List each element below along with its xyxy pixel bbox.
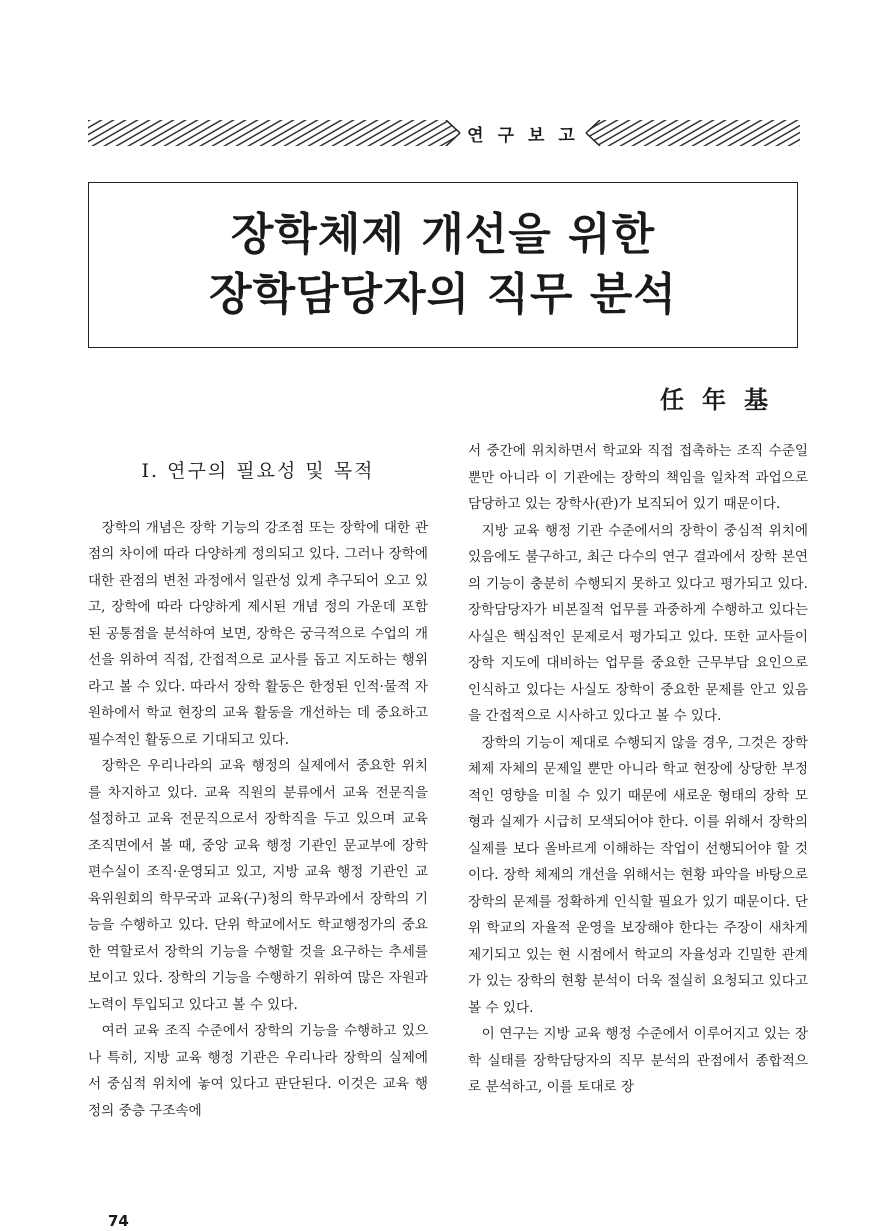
title-box	[88, 182, 798, 348]
banner-hatching	[88, 120, 800, 146]
paragraph: 장학의 개념은 장학 기능의 강조점 또는 장학에 대한 관점의 차이에 따라 다양하게 정의되고 있다. 그러나 장학에 대한 관점의 변천 과정에서 일관성 있게 추구되어 오고 있고, 장학에 따라 다양하게 제시된 개념 정의 가운데 포함된 공통점을 분석하여 보면, 장학은 궁극적으로 수업의 개선을 위하여 직접, 간접적으로 교사를 돕고 지도하는 행위라고 볼 수 있다. 따라서 장학 활동은 한정된 인적·물적 자원하에서 학교 현장의 교육 활동을 개선하는 데 중요하고 필수적인 활동으로 기대되고 있다.	[88, 519, 428, 748]
title-line-2: 장학담당자의 직무 분석	[209, 269, 677, 320]
left-column	[88, 438, 428, 1124]
paragraph: 장학은 우리나라의 교육 행정의 실제에서 중요한 위치를 차지하고 있다. 교육 직원의 분류에서 교육 전문직을 설정하고 교육 전문직으로서 장학직을 두고 있으며 교육 조직면에서 볼 때, 중앙 교육 행정 기관인 문교부에 장학편수실이 조직·운영되고 있고, 지방 교육 행정 기관인 교육위원회의 학무국과 교육(구)청의 학무과에서 장학의 기능을 수행하고 있다. 단위 학교에서도 학교행정가의 중요한 역할로서 장학의 기능을 수행할 것을 요구하는 추세를 보이고 있다. 장학의 기능을 수행하기 위하여 많은 자원과 노력이 투입되고 있다고 볼 수 있다.	[88, 758, 428, 1013]
author-name: 任年基	[660, 386, 786, 414]
paragraph: 이 연구는 지방 교육 행정 수준에서 이루어지고 있는 장학 실태를 장학담당자의 직무 분석의 관점에서 종합적으로 분석하고, 이를 토대로 장	[468, 1026, 808, 1095]
paragraph: 서 중간에 위치하면서 학교와 직접 접촉하는 조직 수준일 뿐만 아니라 이 기관에는 장학의 책임을 일차적 과업으로 담당하고 있는 장학사(관)가 보직되어 있기 때문이다.	[468, 443, 808, 512]
banner-label: 연구보고	[467, 125, 589, 146]
right-column	[468, 438, 808, 1101]
page-number: 74	[108, 1212, 129, 1230]
section-banner	[88, 120, 800, 146]
section-heading: Ⅰ. 연구의 필요성 및 목적	[141, 460, 375, 482]
paragraph: 장학의 기능이 제대로 수행되지 않을 경우, 그것은 장학 체제 자체의 문제일 뿐만 아니라 학교 현장에 상당한 부정적인 영향을 미칠 수 있기 때문에 새로운 형태의 장학 모형과 실제가 시급히 모색되어야 한다. 이를 위해서 장학의 실제를 보다 올바르게 이해하는 작업이 선행되어야 할 것이다. 장학 체제의 개선을 위해서는 현황 파악을 바탕으로 장학의 문제를 정확하게 인식할 필요가 있기 때문이다. 단위 학교의 자율적 운영을 보장해야 한다는 주장이 새차게 제기되고 있는 현 시점에서 학교의 자율성과 긴밀한 관계가 있는 장학의 현황 분석이 더욱 절실히 요청되고 있다고 볼 수 있다.	[468, 734, 808, 1016]
paragraph: 지방 교육 행정 기관 수준에서의 장학이 중심적 위치에 있음에도 불구하고, 최근 다수의 연구 결과에서 장학 본연의 기능이 충분히 수행되지 못하고 있다고 평가되고 있다. 장학담당자가 비본질적 업무를 과중하게 수행하고 있다는 사실은 핵심적인 문제로서 평가되고 있다. 또한 교사들이 장학 지도에 대비하는 업무를 중요한 근무부담 요인으로 인식하고 있다는 사실도 장학이 중요한 문제를 안고 있음을 간접적으로 시사하고 있다고 볼 수 있다.	[468, 522, 808, 724]
paragraph: 여러 교육 조직 수준에서 장학의 기능을 수행하고 있으나 특히, 지방 교육 행정 기관은 우리나라 장학의 실제에서 중심적 위치에 놓여 있다고 판단된다. 이것은 교육 행정의 중층 구조속에	[88, 1023, 428, 1119]
title-line-1: 장학체제 개선을 위한	[230, 209, 656, 260]
